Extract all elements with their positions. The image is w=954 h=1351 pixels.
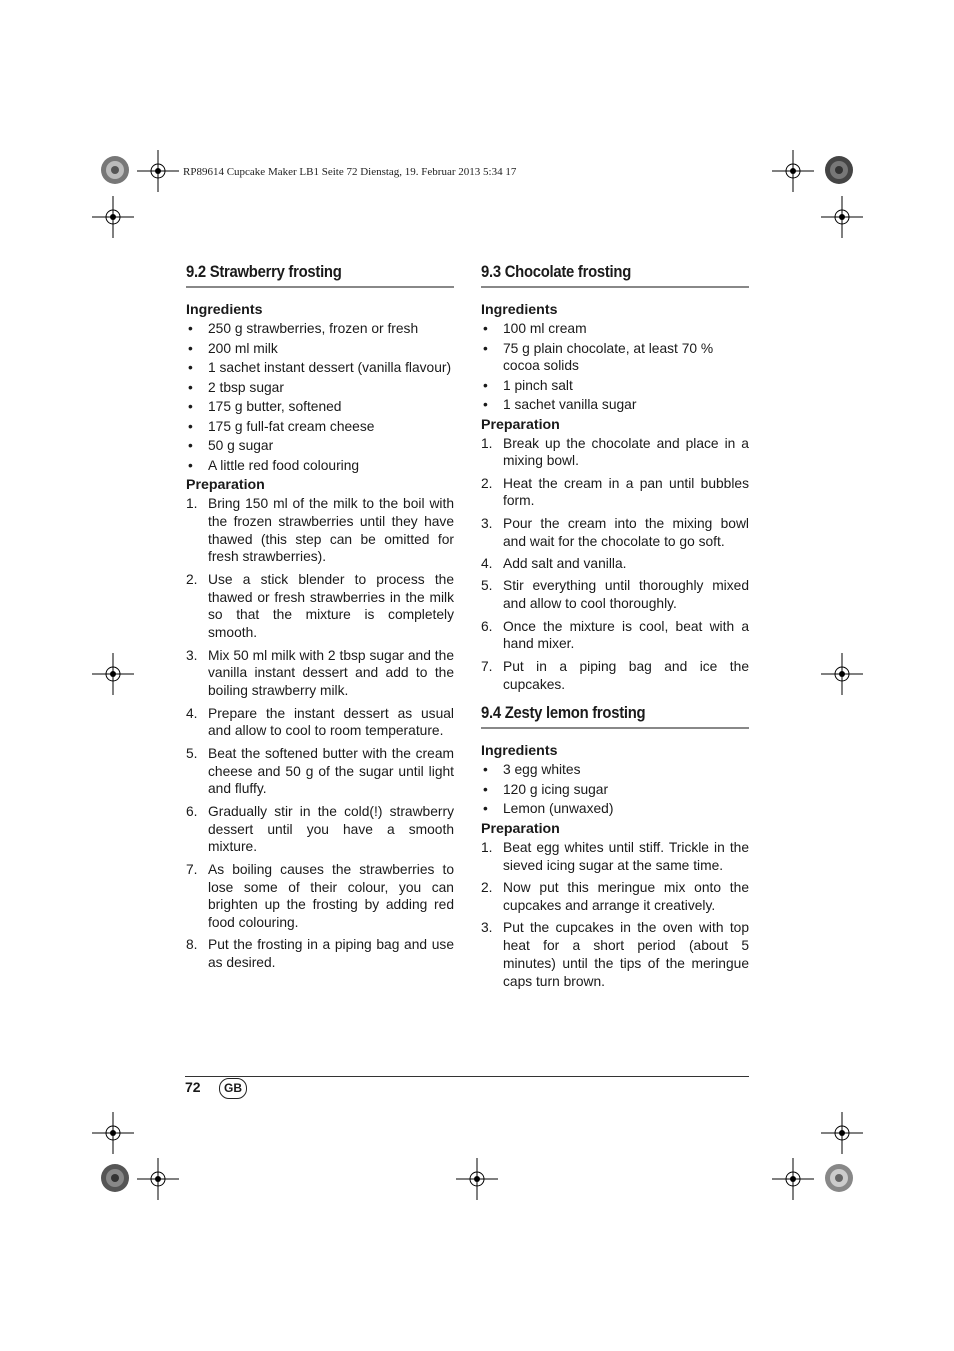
preparation-step (481, 555, 749, 573)
ingredient-item (481, 320, 749, 338)
ingredient-item (186, 379, 454, 397)
step-text: Put the frosting in a piping bag and use as desired. (208, 937, 454, 971)
ingredient-item (186, 340, 454, 358)
footer-rule (185, 1076, 749, 1077)
ingredient-text: 200 ml milk (208, 340, 278, 356)
registration-mark (92, 196, 134, 238)
ingredients-heading: Ingredients (481, 302, 558, 318)
preparation-steps (481, 435, 749, 694)
step-text: Pour the cream into the mixing bowl and wait for the chocolate to go soft. (503, 515, 749, 549)
color-wheel-mark (824, 155, 854, 185)
bullet-icon: • (188, 321, 193, 336)
ingredient-item (481, 377, 749, 395)
color-wheel-mark (100, 155, 130, 185)
step-text: Heat the cream in a pan until bubbles form. (503, 475, 749, 509)
step-text: Stir everything until thoroughly mixed and allow to cool thoroughly. (503, 578, 749, 612)
registration-mark (821, 1112, 863, 1154)
step-text: Gradually stir in the cold(!) strawberry dessert until you have a smooth mixture. (208, 803, 454, 855)
ingredient-text: 75 g plain chocolate, at least 70 % cocoa solids (503, 340, 714, 373)
ingredient-text: 100 ml cream (503, 321, 587, 336)
section-title: 9.4 Zesty lemon frosting (481, 704, 646, 723)
step-number: 3. (481, 920, 493, 936)
language-badge: GB (219, 1078, 247, 1099)
registration-mark (821, 196, 863, 238)
preparation-step (481, 879, 749, 915)
step-number: 7. (186, 861, 198, 877)
step-number: 1. (186, 496, 198, 511)
step-number: 2. (481, 475, 493, 491)
ingredient-item (481, 781, 749, 799)
step-number: 4. (481, 556, 493, 572)
step-number: 4. (186, 705, 198, 721)
step-number: 5. (481, 578, 493, 594)
step-number: 5. (186, 745, 198, 761)
preparation-step (481, 919, 749, 990)
ingredients-list (481, 761, 749, 818)
ingredient-text: 250 g strawberries, frozen or fresh (208, 321, 419, 336)
ingredient-item (186, 398, 454, 416)
step-number: 3. (186, 647, 198, 663)
step-text: Put the cupcakes in the oven with top heat for a short period (about 5 minutes) until the tips of the meringue caps turn brown. (503, 920, 749, 989)
ingredient-text: 175 g butter, softened (208, 399, 342, 414)
bullet-icon: • (188, 457, 193, 473)
registration-mark (92, 1112, 134, 1154)
step-text: Break up the chocolate and place in a mixing bowl. (503, 435, 749, 469)
step-text: Bring 150 ml of the milk to the boil with the frozen strawberries until they have thawed (this step can be omitted for fresh strawberries). (208, 496, 454, 565)
registration-mark (92, 653, 134, 695)
bullet-icon: • (188, 399, 193, 414)
step-text: Once the mixture is cool, beat with a hand mixer. (503, 618, 749, 652)
section-title: 9.2 Strawberry frosting (186, 263, 342, 281)
ingredients-list (481, 320, 749, 414)
ingredients-heading: Ingredients (186, 302, 263, 318)
step-number: 6. (186, 803, 198, 819)
section-title: 9.3 Chocolate frosting (481, 263, 632, 281)
bullet-icon: • (188, 379, 193, 395)
step-text: Use a stick blender to process the thawed or fresh strawberries in the milk so that the mixture is completely smooth. (208, 571, 454, 641)
section-chocolate-frosting (481, 258, 749, 693)
preparation-step (186, 647, 454, 700)
bullet-icon: • (483, 762, 488, 778)
preparation-heading: Preparation (186, 477, 265, 493)
ingredient-item (186, 418, 454, 436)
ingredient-text: Lemon (unwaxed) (503, 801, 614, 817)
color-wheel-mark (824, 1163, 854, 1193)
bullet-icon: • (483, 340, 488, 356)
step-text: As boiling causes the strawberries to lose some of their colour, you can brighten up the frosting by adding red food colouring. (208, 861, 454, 931)
preparation-step (481, 435, 749, 471)
bullet-icon: • (483, 397, 488, 412)
ingredient-item (481, 396, 749, 414)
step-number: 3. (481, 515, 493, 531)
registration-mark (137, 150, 179, 192)
bullet-icon: • (483, 321, 488, 336)
ingredient-item (481, 761, 749, 779)
step-number: 1. (481, 839, 493, 855)
preparation-step (481, 658, 749, 694)
ingredient-item (186, 457, 454, 475)
section-rule (186, 286, 454, 288)
registration-mark (772, 1158, 814, 1200)
preparation-step (186, 705, 454, 741)
ingredient-text: 1 pinch salt (503, 377, 573, 393)
ingredient-text: A little red food colouring (208, 457, 360, 473)
registration-mark (137, 1158, 179, 1200)
registration-mark (772, 150, 814, 192)
step-text: Now put this meringue mix onto the cupcakes and arrange it creatively. (503, 880, 749, 913)
preparation-step (186, 936, 454, 972)
step-text: Beat the softened butter with the cream cheese and 50 g of the sugar until light and fluffy. (208, 745, 454, 797)
section-rule (481, 727, 749, 729)
color-wheel-mark (100, 1163, 130, 1193)
bullet-icon: • (188, 340, 193, 356)
bullet-icon: • (483, 801, 488, 817)
step-number: 7. (481, 658, 493, 674)
bullet-icon: • (483, 377, 488, 393)
step-number: 6. (481, 618, 493, 634)
preparation-heading: Preparation (481, 820, 560, 837)
ingredient-item (186, 320, 454, 338)
step-text: Beat egg whites until stiff. Trickle in the sieved icing sugar at the same time. (503, 839, 749, 873)
ingredients-heading: Ingredients (481, 743, 558, 760)
preparation-step (481, 475, 749, 511)
bullet-icon: • (188, 438, 193, 453)
step-text: Put in a piping bag and ice the cupcakes. (503, 658, 749, 692)
step-number: 2. (186, 571, 198, 587)
ingredients-list (186, 320, 454, 474)
step-text: Mix 50 ml milk with 2 tbsp sugar and the vanilla instant dessert and add to the boiling strawberry milk. (208, 647, 454, 699)
step-text: Prepare the instant dessert as usual and allow to cool to room temperature. (208, 705, 454, 739)
preparation-step (186, 495, 454, 566)
section-strawberry-frosting (186, 258, 454, 977)
preparation-step (186, 745, 454, 798)
ingredient-item (481, 340, 749, 375)
ingredient-item (481, 800, 749, 818)
preparation-steps (481, 839, 749, 991)
step-number: 1. (481, 435, 493, 451)
right-column (481, 258, 749, 995)
preparation-step (186, 803, 454, 856)
preparation-step (481, 839, 749, 875)
section-lemon-frosting (481, 699, 749, 990)
ingredient-text: 175 g full-fat cream cheese (208, 418, 375, 434)
page-number: 72 (185, 1079, 201, 1095)
step-text: Add salt and vanilla. (503, 556, 627, 572)
registration-mark (456, 1158, 498, 1200)
bullet-icon: • (188, 360, 193, 375)
print-slug: RP89614 Cupcake Maker LB1 Seite 72 Dienstag, 19. Februar 2013 5:34 17 (183, 166, 517, 178)
preparation-step (186, 571, 454, 642)
step-number: 8. (186, 937, 198, 953)
ingredient-item (186, 359, 454, 377)
step-number: 2. (481, 880, 493, 896)
preparation-step (481, 618, 749, 654)
ingredient-text: 120 g icing sugar (503, 781, 609, 797)
preparation-steps (186, 495, 454, 972)
bullet-icon: • (188, 418, 193, 434)
preparation-heading: Preparation (481, 416, 560, 433)
registration-mark (821, 653, 863, 695)
ingredient-text: 2 tbsp sugar (208, 379, 284, 395)
ingredient-item (186, 437, 454, 455)
ingredient-text: 1 sachet instant dessert (vanilla flavour) (208, 360, 452, 375)
ingredient-text: 50 g sugar (208, 438, 274, 453)
preparation-step (481, 577, 749, 613)
ingredient-text: 3 egg whites (503, 762, 581, 778)
section-rule (481, 286, 749, 288)
ingredient-text: 1 sachet vanilla sugar (503, 397, 637, 412)
preparation-step (186, 861, 454, 932)
preparation-step (481, 515, 749, 551)
bullet-icon: • (483, 781, 488, 797)
